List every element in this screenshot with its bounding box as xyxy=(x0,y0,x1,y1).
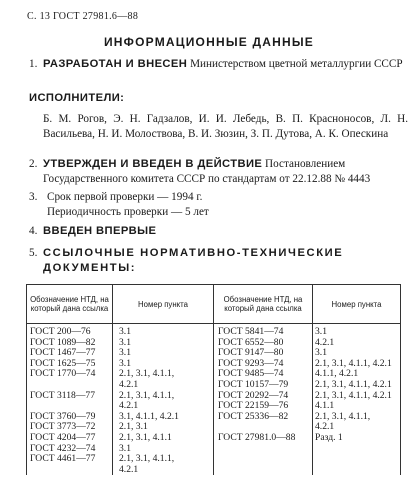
table-row xyxy=(27,324,401,476)
left-doc-column: ГОСТ 200—76 ГОСТ 1089—82 ГОСТ 1467—77 ГОСТ 1625—75 ГОСТ 1770—74 ГОСТ 3118—77 ГОСТ 3760—79 ГОСТ 3773—72 ГОСТ 4204—77 ГОСТ 4232—74 ГОСТ 4461—77 xyxy=(27,324,113,476)
item-4-number: 4. xyxy=(29,225,38,237)
item-3-line-1: Срок первой проверки — 1994 г. xyxy=(47,191,203,203)
item-1-number: 1. xyxy=(29,58,38,70)
performers-heading: ИСПОЛНИТЕЛИ: xyxy=(29,92,125,104)
page-title: ИНФОРМАЦИОННЫЕ ДАННЫЕ xyxy=(103,35,315,49)
column-header-doc-right: Обозначение НТД, на который дана ссылка xyxy=(214,285,313,324)
table-header-row xyxy=(27,285,401,324)
item-3-number: 3. xyxy=(29,191,38,203)
item-4 xyxy=(27,224,156,239)
item-5-number: 5. xyxy=(29,247,38,259)
right-item-column: 3.1 4.2.1 3.1 2.1, 3.1, 4.1.1, 4.2.1 4.1.1, 4.2.1 2.1, 3.1, 4.1.1, 4.2.1 2.1, 3.1, 4.1.1, 4.2.1 4.1.1 2.1, 3.1, 4.1.1, 4.2.1 Разд. 1 xyxy=(313,324,401,476)
item-3-line-2: Периодичность проверки — 5 лет xyxy=(47,206,209,218)
item-2-number: 2. xyxy=(29,158,38,170)
column-header-item-left: Номер пункта xyxy=(113,285,214,324)
left-item-column: 3.1 3.1 3.1 3.1 2.1, 3.1, 4.1.1, 4.2.1 2.1, 3.1, 4.1.1, 4.2.1 3.1, 4.1.1, 4.2.1 2.1, 3.1 2.1, 3.1, 4.1.1 3.1 2.1, 3.1, 4.1.1, 4.2.1 xyxy=(113,324,214,476)
item-5-heading: ССЫЛОЧНЫЕ НОРМАТИВНО-ТЕХНИЧЕСКИЕ ДОКУМЕНТЫ: xyxy=(43,247,344,274)
performers-list: Б. М. Рогов, Э. Н. Гадзалов, И. И. Лебедь, В. П. Красноносов, Л. Н. Васильева, Н. И. Молоствова, В. И. Зюзин, З. П. Дутова, А. К. Опескина xyxy=(43,113,408,140)
page-header: С. 13 ГОСТ 27981.6—88 xyxy=(27,11,139,22)
item-1-heading: РАЗРАБОТАН И ВНЕСЕН xyxy=(43,58,188,70)
right-doc-column: ГОСТ 5841—74 ГОСТ 6552—80 ГОСТ 9147—80 ГОСТ 9293—74 ГОСТ 9485—74 ГОСТ 10157—79 ГОСТ 20292—74 ГОСТ 22159—76 ГОСТ 25336—82 ГОСТ 27981.0—88 xyxy=(214,324,313,476)
item-3 xyxy=(27,190,407,220)
item-5 xyxy=(27,246,409,276)
item-1 xyxy=(27,57,407,72)
reference-documents-table xyxy=(26,284,401,475)
item-4-heading: ВВЕДЕН ВПЕРВЫЕ xyxy=(43,225,157,237)
item-1-text: Министерством цветной металлургии СССР xyxy=(190,58,403,70)
column-header-item-right: Номер пункта xyxy=(313,285,401,324)
item-2-heading: УТВЕРЖДЕН И ВВЕДЕН В ДЕЙСТВИЕ xyxy=(43,158,263,170)
item-2 xyxy=(27,157,409,187)
column-header-doc-left: Обозначение НТД, на который дана ссылка xyxy=(27,285,113,324)
item-2-text: Постановлением Государственного комитета СССР по стандартам от 22.12.88 № 4443 xyxy=(43,158,371,185)
